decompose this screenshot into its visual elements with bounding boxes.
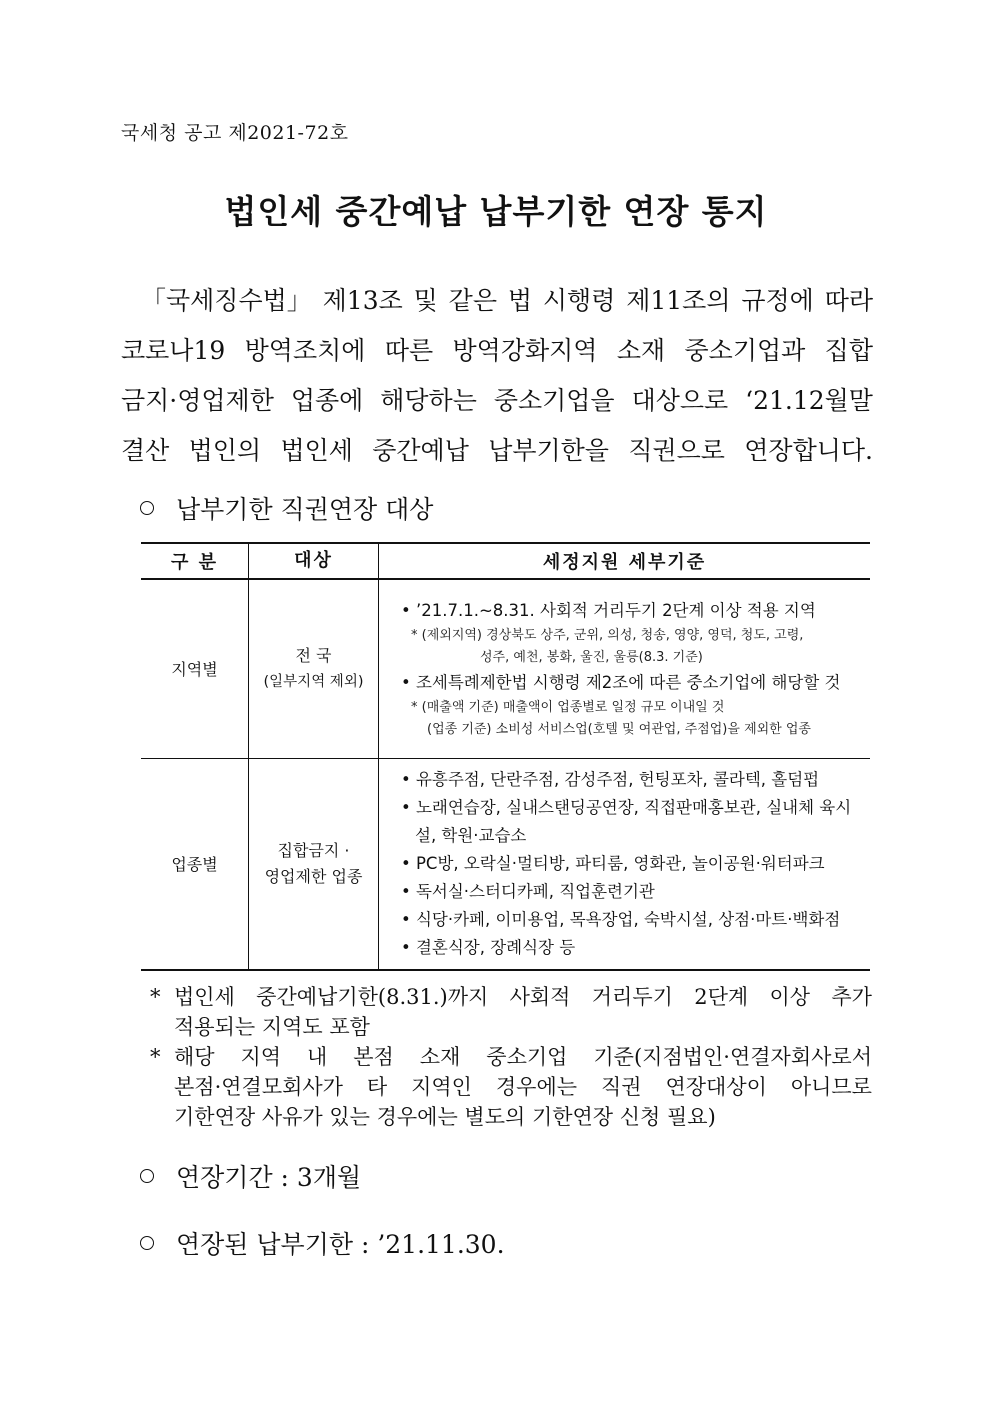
- note-line: [174, 1042, 872, 1072]
- word: 법인의: [188, 436, 262, 465]
- criteria-item: • 결혼식장, 장례식장 등: [401, 937, 576, 957]
- row-target: [249, 758, 379, 970]
- body-paragraph: [121, 276, 873, 476]
- word: 해당하는: [380, 386, 477, 415]
- note-item: [150, 982, 872, 1042]
- word: 소재: [419, 1045, 461, 1069]
- word: 아니므로: [790, 1075, 872, 1099]
- criteria-note: * (제외지역) 경상북도 상주, 군위, 의성, 청송, 영양, 영덕, 청도, 고령,: [411, 627, 804, 643]
- word: 해당: [174, 1045, 215, 1069]
- word: 제11조의: [626, 286, 731, 315]
- word: 이상: [769, 985, 811, 1009]
- section-target: [140, 490, 433, 526]
- row-target: [249, 579, 379, 758]
- document-title: 법인세 중간예납 납부기한 연장 통지: [224, 192, 768, 231]
- note-line: 적용되는 지역도 포함: [174, 1015, 370, 1039]
- section-label: 연장기간 : 3개월: [176, 1163, 362, 1192]
- row-criteria: [379, 579, 871, 758]
- word: 금지·영업제한: [121, 386, 274, 415]
- criteria-item: • 식당·카페, 이미용업, 목욕장업, 숙박시설, 상점·마트·백화점: [401, 909, 841, 929]
- circle-bullet-icon: [140, 1169, 154, 1183]
- body-line: [121, 276, 873, 326]
- criteria-table: [141, 542, 870, 971]
- criteria-item: • 유흥주점, 단란주점, 감성주점, 헌팅포차, 콜라텍, 홀덤펍: [401, 769, 820, 789]
- word: 2단계: [694, 985, 749, 1009]
- word: 따라: [824, 286, 873, 315]
- criteria-note: 성주, 예천, 봉화, 울진, 울릉(8.3. 기준): [480, 649, 703, 665]
- word: 같은: [448, 286, 497, 315]
- word: 본점·연결모회사가: [174, 1075, 343, 1099]
- criteria-note: (업종 기준) 소비성 서비스업(호텔 및 여관업, 주점업)을 제외한 업종: [427, 721, 811, 737]
- criteria-item: • 노래연습장, 실내스탠딩공연장, 직접판매홍보관, 실내체 육시설, 학원·교습소: [401, 797, 852, 845]
- row-criteria: [379, 758, 871, 970]
- target-line: 전 국: [295, 645, 332, 665]
- header-target: 대상: [249, 543, 379, 579]
- word: 사회적: [509, 985, 571, 1009]
- word: 중간예납: [372, 436, 469, 465]
- criteria-item: • ’21.7.1.~8.31. 사회적 거리두기 2단계 이상 적용 지역: [401, 600, 816, 620]
- word: 제13조: [322, 286, 403, 315]
- word: 중간예납기한(8.31.)까지: [256, 985, 489, 1009]
- word: 규정에: [741, 286, 814, 315]
- target-line-sub: (일부지역 제외): [263, 673, 364, 690]
- word: 연장합니다.: [744, 436, 873, 465]
- word: 납부기한을: [488, 436, 609, 465]
- word: 법: [507, 286, 533, 315]
- word: 직권: [600, 1075, 642, 1099]
- circle-bullet-icon: [140, 1236, 154, 1250]
- word: 「국세징수법」: [141, 286, 312, 315]
- word: 업종에: [290, 386, 364, 415]
- word: 코로나19: [121, 336, 226, 365]
- asterisk-icon: *: [150, 1045, 161, 1069]
- word: 대상으로: [631, 386, 729, 415]
- asterisk-icon: *: [150, 985, 161, 1009]
- table-row: [141, 758, 870, 970]
- criteria-item: • PC방, 오락실·멀티방, 파티룸, 영화관, 놀이공원·워터파크: [401, 853, 825, 873]
- word: 결산: [121, 436, 170, 465]
- body-line: [121, 326, 873, 376]
- word: 지역: [240, 1045, 282, 1069]
- target-line: 영업제한 업종: [264, 866, 363, 886]
- criteria-note: * (매출액 기준) 매출액이 업종별로 일정 규모 이내일 것: [411, 699, 725, 715]
- target-line: 집합금지 ·: [277, 840, 350, 860]
- header-criteria: 세정지원 세부기준: [379, 543, 871, 579]
- word: 경우에는: [495, 1075, 578, 1099]
- body-line: [121, 426, 873, 476]
- word: 직권으로: [628, 436, 725, 465]
- word: 본점: [353, 1045, 394, 1069]
- word: 방역조치에: [244, 336, 366, 365]
- word: 추가: [831, 985, 872, 1009]
- section-label: 연장된 납부기한 : ’21.11.30.: [176, 1230, 505, 1259]
- word: 방역강화지역: [452, 336, 598, 365]
- word: 중소기업을: [493, 386, 615, 415]
- word: 중소기업: [486, 1045, 568, 1069]
- body-line: [121, 376, 873, 426]
- word: ‘21.12월말: [745, 386, 873, 415]
- note-line: [174, 982, 872, 1012]
- word: 연장대상이: [665, 1075, 767, 1099]
- table-header-row: [141, 543, 870, 579]
- word: 법인세: [174, 985, 235, 1009]
- criteria-item: • 조세특례제한법 시행령 제2조에 따른 중소기업에 해당할 것: [401, 672, 841, 692]
- criteria-item: • 독서실·스터디카페, 직업훈련기관: [401, 881, 655, 901]
- row-category: 업종별: [141, 758, 249, 970]
- row-category: 지역별: [141, 579, 249, 758]
- word: 집합: [824, 336, 873, 365]
- word: 따른: [384, 336, 434, 365]
- word: 법인세: [280, 436, 353, 465]
- note-line: 기한연장 사유가 있는 경우에는 별도의 기한연장 신청 필요): [174, 1105, 716, 1129]
- word: 기준(지점법인·연결자회사로서: [593, 1045, 872, 1069]
- circle-bullet-icon: [140, 501, 154, 515]
- word: 타: [366, 1075, 388, 1099]
- word: 중소기업과: [684, 336, 806, 365]
- word: 및: [413, 286, 438, 315]
- section-label: 납부기한 직권연장 대상: [176, 495, 434, 524]
- note-item: [150, 1042, 872, 1132]
- header-category: 구 분: [141, 543, 249, 579]
- notes: [150, 982, 872, 1132]
- word: 소재: [616, 336, 666, 365]
- word: 내: [307, 1045, 328, 1069]
- note-line: [174, 1072, 872, 1102]
- word: 지역인: [411, 1075, 472, 1099]
- section-period: [140, 1158, 361, 1194]
- word: 시행령: [542, 286, 616, 315]
- section-deadline: [140, 1225, 505, 1261]
- table-row: [141, 579, 870, 758]
- notice-number: 국세청 공고 제2021-72호: [121, 122, 349, 144]
- word: 거리두기: [591, 985, 673, 1009]
